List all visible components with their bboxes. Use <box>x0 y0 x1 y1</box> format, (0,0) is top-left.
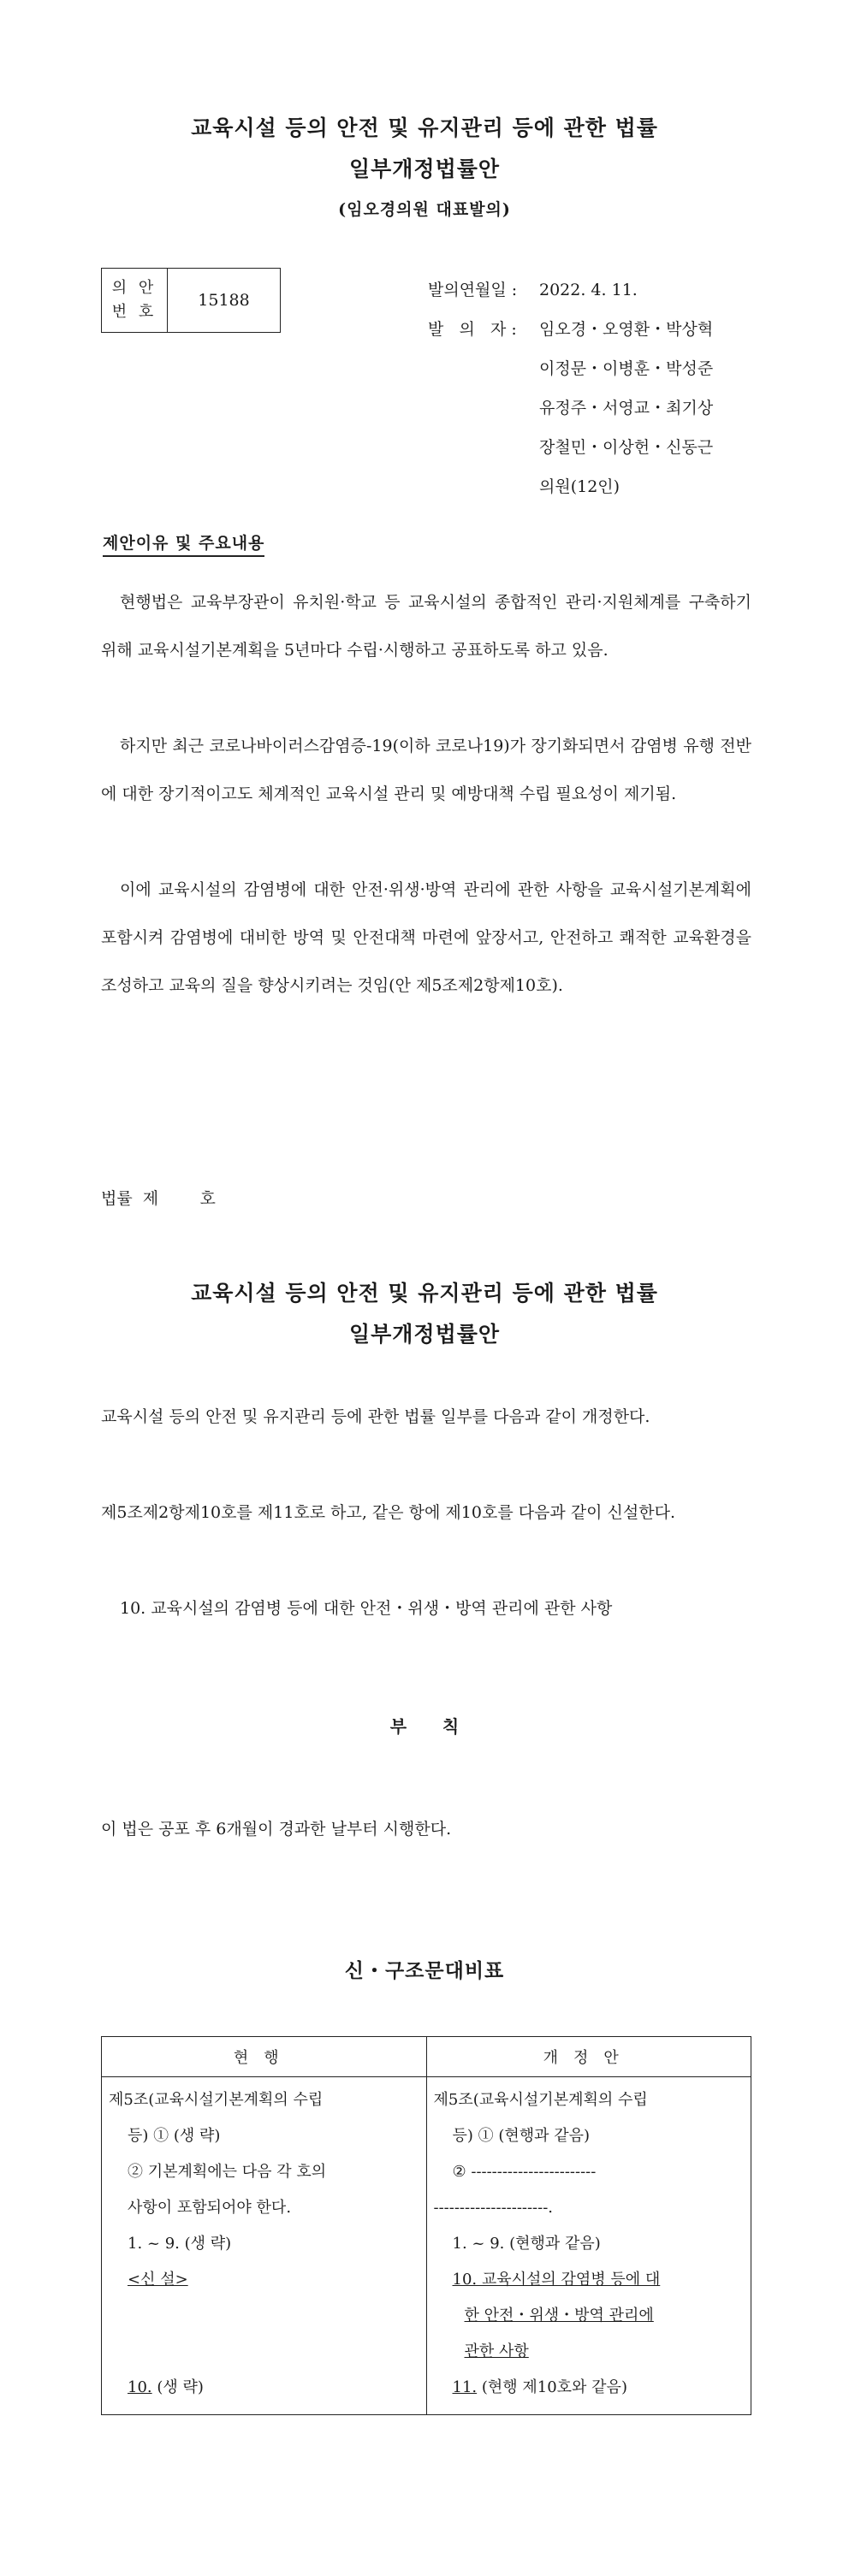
proposers-line: 임오경・오영환・박상혁 <box>539 320 714 339</box>
proposers-line: 이정문・이병훈・박성준 <box>539 359 714 378</box>
revised-new-item-line: 관한 사항 <box>464 2342 529 2360</box>
current-line-insertion-marker: <신 설> <box>128 2271 188 2289</box>
revised-line: 1. ~ 9. (현행과 같음) <box>452 2235 601 2253</box>
comparison-title: 신・구조문대비표 <box>344 1959 505 1982</box>
current-line: 등) ① (생 략) <box>128 2127 221 2145</box>
revised-item-11-number: 11. <box>452 2378 478 2396</box>
proposer-label: 발 의 자 : <box>428 320 517 339</box>
bill-text-title-line1: 교육시설 등의 안전 및 유지관리 등에 관한 법률 <box>191 1281 658 1306</box>
supplementary-heading: 부 칙 <box>389 1716 460 1737</box>
bill-text-intro: 교육시설 등의 안전 및 유지관리 등에 관한 법률 일부를 다음과 같이 개정한다. <box>101 1407 650 1426</box>
current-line: 1. ~ 9. (생 략) <box>128 2235 232 2253</box>
current-blank-line <box>109 2334 419 2370</box>
proposers-line: 유정주・서영교・최기상 <box>539 399 714 417</box>
reason-paragraph-1: 현행법은 교육부장관이 유치원·학교 등 교육시설의 종합적인 관리·지원체계를 구축하기 위해 교육시설기본계획을 5년마다 수립·시행하고 공표하도록 하고 있음. <box>101 593 751 660</box>
reason-paragraph-2: 하지만 최근 코로나바이러스감염증-19(이하 코로나19)가 장기화되면서 감염병 유행 전반에 대한 장기적이고도 체계적인 교육시설 관리 및 예방대책 수립 필요성이 제기됨. <box>101 737 751 803</box>
bill-number-label <box>102 269 168 332</box>
revised-text-cell <box>426 2077 751 2415</box>
bill-title-line2: 일부개정법률안 <box>348 157 501 181</box>
law-number-line: 법률 제 호 <box>101 1189 216 1208</box>
column-current-header: 현행 <box>102 2037 427 2077</box>
revised-line: ② ------------------------ <box>452 2163 597 2181</box>
revised-new-item-line: 한 안전・위생・방역 관리에 <box>464 2307 654 2324</box>
revised-new-item-line: 10. 교육시설의 감염병 등에 대 <box>452 2271 661 2289</box>
revised-line: 등) ① (현행과 같음) <box>452 2127 591 2145</box>
bill-meta <box>428 270 762 506</box>
bill-text-change: 제5조제2항제10호를 제11호로 하고, 같은 항에 제10호를 다음과 같이 신설한다. <box>101 1503 676 1522</box>
supplementary-text: 이 법은 공포 후 6개월이 경과한 날부터 시행한다. <box>101 1820 452 1839</box>
current-item-10-number: 10. <box>128 2378 152 2396</box>
column-revised-header: 개정안 <box>426 2037 751 2077</box>
date-value: 2022. 4. 11. <box>539 281 638 299</box>
reasons-heading: 제안이유 및 주요내용 <box>103 530 264 557</box>
bill-number-value: 15188 <box>198 291 250 310</box>
comparison-table <box>101 2036 751 2415</box>
bill-text-new-item: 10. 교육시설의 감염병 등에 대한 안전・위생・방역 관리에 관한 사항 <box>120 1599 613 1618</box>
bill-number-label-line2: 번 호 <box>111 303 157 321</box>
current-line: 제5조(교육시설기본계획의 수립 <box>109 2091 324 2109</box>
current-text-cell <box>102 2077 427 2415</box>
date-label: 발의연월일 : <box>428 281 518 299</box>
revised-line: 제5조(교육시설기본계획의 수립 <box>433 2091 648 2109</box>
bill-number-label-line1: 의 안 <box>111 279 157 297</box>
reason-paragraph-3: 이에 교육시설의 감염병에 대한 안전·위생·방역 관리에 관한 사항을 교육시설기본계획에 포함시켜 감염병에 대비한 방역 및 안전대책 마련에 앞장서고, 안전하고 쾌적한 교육환경을 조성하고 교육의 질을 향상시키려는 것임(안 제5조제2항제10호). <box>101 880 751 995</box>
bill-title-line1: 교육시설 등의 안전 및 유지관리 등에 관한 법률 <box>191 115 658 140</box>
proposers-line: 장철민・이상헌・신동근 <box>539 438 714 457</box>
current-line: ② 기본계획에는 다음 각 호의 <box>128 2163 327 2181</box>
current-line: 사항이 포함되어야 한다. <box>128 2199 292 2217</box>
current-item-10-text: (생 략) <box>151 2378 204 2396</box>
revised-item-11-text: (현행 제10호와 같음) <box>477 2378 627 2396</box>
revised-line: ----------------------. <box>433 2199 554 2217</box>
current-blank-line <box>109 2298 419 2334</box>
proposers-line: 의원(12인) <box>539 477 620 496</box>
bill-number-box <box>101 268 281 333</box>
bill-text-title-line2: 일부개정법률안 <box>348 1322 501 1347</box>
proposer-note: (임오경의원 대표발의) <box>338 200 511 219</box>
